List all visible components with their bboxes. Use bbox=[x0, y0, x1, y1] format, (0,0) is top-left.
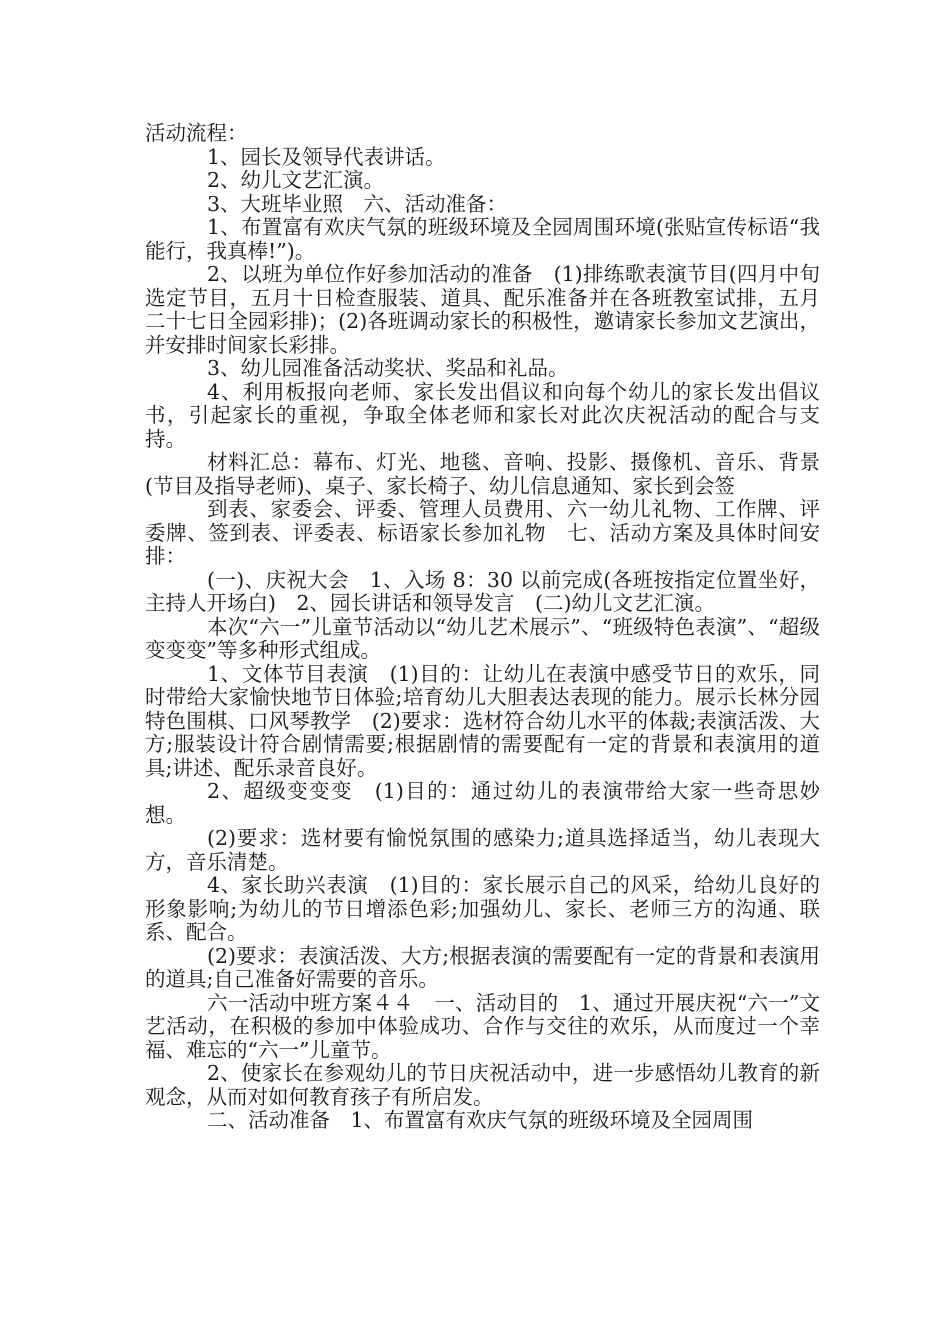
paragraph: (2)要求：表演活泼、大方;根据表演的需要配有一定的背景和表演用的道具;自己准备好需要的音乐。 bbox=[145, 943, 820, 991]
paragraph: 2、以班为单位作好参加活动的准备 (1)排练歌表演节目(四月中旬选定节目，五月十日检查服装、道具、配乐准备并在各班教室试排，五月二十七日全园彩排)；(2)各班调动家长的积极性，邀请家长参加文艺演出，并安排时间家长彩排。 bbox=[145, 262, 820, 357]
document-body bbox=[145, 122, 820, 1133]
paragraph: 3、大班毕业照 六、活动准备： bbox=[207, 191, 508, 216]
paragraph: 到表、家委会、评委、管理人员费用、六一幼儿礼物、工作牌、评委牌、签到表、评委表、标语家长参加礼物 七、活动方案及具体时间安排： bbox=[145, 497, 820, 568]
paragraph: 2、幼儿文艺汇演。 bbox=[207, 168, 385, 192]
paragraph: 4、利用板报向老师、家长发出倡议和向每个幼儿的家长发出倡议书，引起家长的重视，争取全体老师和家长对此次庆祝活动的配合与支持。 bbox=[145, 379, 820, 451]
paragraph: 4、家长助兴表演 (1)目的：家长展示自己的风采，给幼儿良好的形象影响;为幼儿的节日增添色彩;加强幼儿、家长、老师三方的沟通、联系、配合。 bbox=[145, 873, 820, 944]
paragraph: 二、活动准备 1、布置富有欢庆气氛的班级环境及全园周围 bbox=[207, 1108, 754, 1132]
paragraph: 3、幼儿园准备活动奖状、奖品和礼品。 bbox=[207, 356, 569, 380]
paragraph: 六一活动中班方案４４ 一、活动目的 1、通过开展庆祝“六一”文艺活动，在积极的参加中体验成功、合作与交往的欢乐，从而度过一个幸福、难忘的“六一”儿童节。 bbox=[145, 990, 820, 1062]
paragraph: 材料汇总：幕布、灯光、地毯、音响、投影、摄像机、音乐、背景(节目及指导老师)、桌子、家长椅子、幼儿信息通知、家长到会签 bbox=[145, 450, 820, 498]
paragraph: 本次“六一”儿童节活动以“幼儿艺术展示”、“班级特色表演”、“超级变变变”等多种形式组成。 bbox=[145, 614, 820, 662]
paragraph: (一)、庆祝大会 1、入场 8：30 以前完成(各班按指定位置坐好，主持人开场白) 2、园长讲话和领导发言 (二)幼儿文艺汇演。 bbox=[145, 567, 820, 615]
paragraph: 1、布置富有欢庆气氛的班级环境及全园周围环境(张贴宣传标语“我能行，我真棒!”)。 bbox=[145, 215, 820, 263]
paragraph: 2、超级变变变 (1)目的：通过幼儿的表演带给大家一些奇思妙想。 bbox=[145, 779, 820, 827]
paragraph: 1、园长及领导代表讲话。 bbox=[207, 144, 446, 169]
paragraph-heading: 活动流程： bbox=[145, 121, 248, 145]
paragraph: (2)要求：选材要有愉悦氛围的感染力;道具选择适当，幼儿表现大方，音乐清楚。 bbox=[145, 826, 820, 874]
paragraph: 1、文体节目表演 (1)目的：让幼儿在表演中感受节日的欢乐，同时带给大家愉快地节日体验;培育幼儿大胆表达表现的能力。展示长林分园特色围棋、口风琴教学 (2)要求：选材符合幼儿水平的体裁;表演活泼、大方;服装设计符合剧情需要;根据剧情的需要配有一定的背景和表演用的道具;讲述、配乐录音良好。 bbox=[145, 661, 820, 780]
paragraph: 2、使家长在参观幼儿的节日庆祝活动中，进一步感悟幼儿教育的新观念，从而对如何教育孩子有所启发。 bbox=[145, 1061, 820, 1109]
